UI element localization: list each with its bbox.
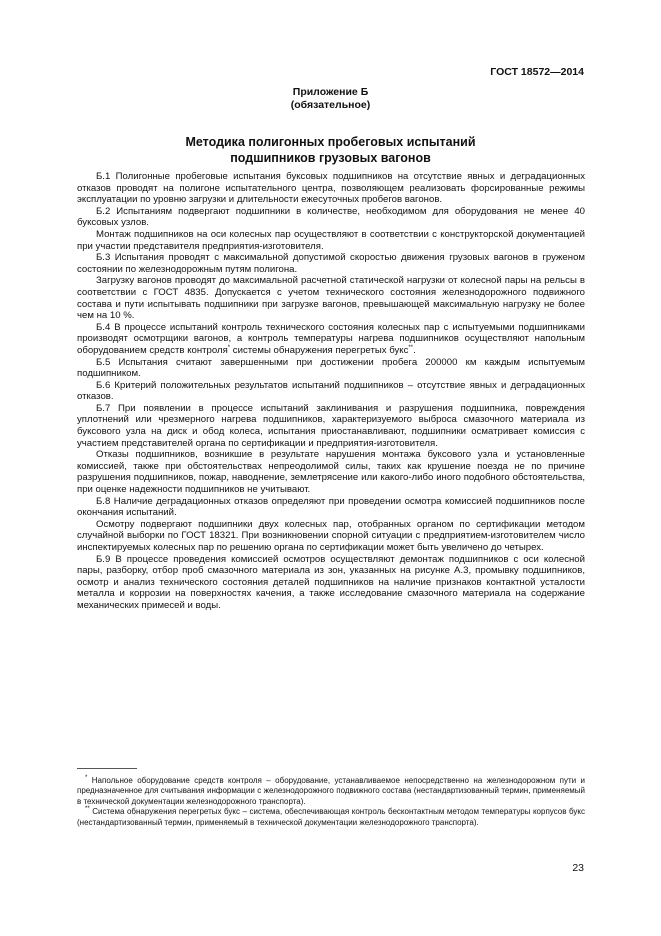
footnote-2 bbox=[77, 807, 585, 828]
footnotes bbox=[77, 776, 585, 828]
paragraph-inspection: Осмотру подвергают подшипники двух колесных пар, отобранных органом по сертификации методом случайной выборки по ГОСТ 18321. При возникновении спорной ситуации с предприятием-изготовителем число инспектируемых колесных пар по решению органа по сертификации может быть увеличено до четырех. bbox=[77, 518, 585, 553]
footnote-divider bbox=[77, 768, 137, 769]
document-body bbox=[77, 171, 585, 612]
footnote-1 bbox=[77, 776, 585, 807]
paragraph-b9: Б.9 В процессе проведения комиссией осмотров осуществляют демонтаж подшипников с оси колесной пары, разборку, отбор проб смазочного материала из зон, указанных на рисунке А.3, промывку подшипников, осмотр и анализ технического состояния деталей подшипников на наличие признаков контактной усталости металла и коррозии на поверхностях качения, а также исследование смазочного материала на содержание механических примесей и воды. bbox=[77, 553, 585, 611]
paragraph-b4-text-a: Б.4 В процессе испытаний контроль технического состояния колесных пар с испытуемыми подшипниками производят осмотрщики вагонов, а контроль температуры нагрева подшипников осуществляют напольным оборудованием средств контроля bbox=[77, 321, 585, 356]
paragraph-b4-text-b: системы обнаружения перегретых букс bbox=[230, 344, 409, 356]
paragraph-b6: Б.6 Критерий положительных результатов испытаний подшипников – отсутствие явных и деградационных отказов. bbox=[77, 379, 585, 403]
footnote-ref-2: ** bbox=[408, 344, 414, 351]
paragraph-b4 bbox=[77, 322, 585, 357]
paragraph-loading: Загрузку вагонов проводят до максимальной расчетной статической нагрузки от колесной пары на рельсы в соответствии с ГОСТ 4835. Допускается с учетом технического состояния железнодорожного подвижного состава и пути испытывать подшипники при загрузке вагонов, превышающей максимальную нагрузку не более чем на 10 %. bbox=[77, 275, 585, 322]
footnote-2-text: Система обнаружения перегретых букс – система, обеспечивающая контроль бесконтактным методом температуры корпусов букс (нестандартизованный термин, применяемый в технической документации железнодорожного транспорта). bbox=[77, 807, 585, 827]
page-number: 23 bbox=[572, 862, 584, 874]
paragraph-b2: Б.2 Испытаниям подвергают подшипники в количестве, необходимом для оборудования не менее 40 буксовых узлов. bbox=[77, 205, 585, 229]
footnote-ref-1: * bbox=[227, 344, 231, 351]
paragraph-b3: Б.3 Испытания проводят с максимальной допустимой скоростью движения грузовых вагонов в груженом состоянии по железнодорожным путям полигона. bbox=[77, 252, 585, 275]
section-title-line-2: подшипников грузовых вагонов bbox=[230, 150, 431, 165]
appendix-title: Приложение Б bbox=[292, 86, 369, 98]
paragraph-b7: Б.7 При появлении в процессе испытаний заклинивания и разрушения подшипника, повреждения уплотнений или чрезмерного нагрева подшипников, характеризуемого выброса смазочного материала из буксового узла на диск и обод колеса, испытания приостанавливают, подшипники осматривает комиссия с участием представителей органа по сертификации и предприятия-изготовителя. bbox=[77, 402, 585, 449]
footnote-1-text: Напольное оборудование средств контроля – оборудование, устанавливаемое непосредственно на железнодорожном пути и предназначенное для считывания информации с железнодорожного подвижного состава (нестандартизованный термин, применяемый в технической документации железнодорожного транспорта). bbox=[77, 776, 585, 806]
paragraph-mounting: Монтаж подшипников на оси колесных пар осуществляют в соответствии с конструкторской документацией при участии представителя предприятия-изготовителя. bbox=[77, 228, 585, 252]
section-title bbox=[0, 135, 661, 166]
appendix-subtitle: (обязательное) bbox=[290, 99, 371, 111]
footnote-2-mark: ** bbox=[85, 806, 90, 813]
paragraph-b1: Б.1 Полигонные пробеговые испытания буксовых подшипников на отсутствие явных и деградационных отказов проводят на полигоне испытательного центра, позволяющем реализовать форсированные режимы эксплуатации по уровню загрузки и длительности ежесуточных пробегов вагонов. bbox=[77, 171, 585, 206]
footnote-1-mark: * bbox=[85, 775, 88, 781]
appendix-heading bbox=[0, 86, 661, 112]
paragraph-b4-text-c: . bbox=[413, 344, 416, 356]
document-code: ГОСТ 18572—2014 bbox=[490, 66, 584, 78]
paragraph-b5: Б.5 Испытания считают завершенными при достижении пробега 200000 км каждым испытуемым подшипником. bbox=[77, 356, 585, 380]
section-title-line-1: Методика полигонных пробеговых испытаний bbox=[185, 135, 476, 149]
paragraph-b8: Б.8 Наличие деградационных отказов определяют при проведении осмотра комиссией подшипников после окончания испытаний. bbox=[77, 495, 585, 519]
paragraph-failures: Отказы подшипников, возникшие в результате нарушения монтажа буксового узла и установленные комиссией, также при обстоятельствах непреодолимой силы, таких как крушение поезда не по причине разрушения подшипников, пожар, наводнение, землетрясение или какого-либо иного подобного обстоятельства, при оценке надежности подшипников не учитывают. bbox=[77, 449, 585, 496]
